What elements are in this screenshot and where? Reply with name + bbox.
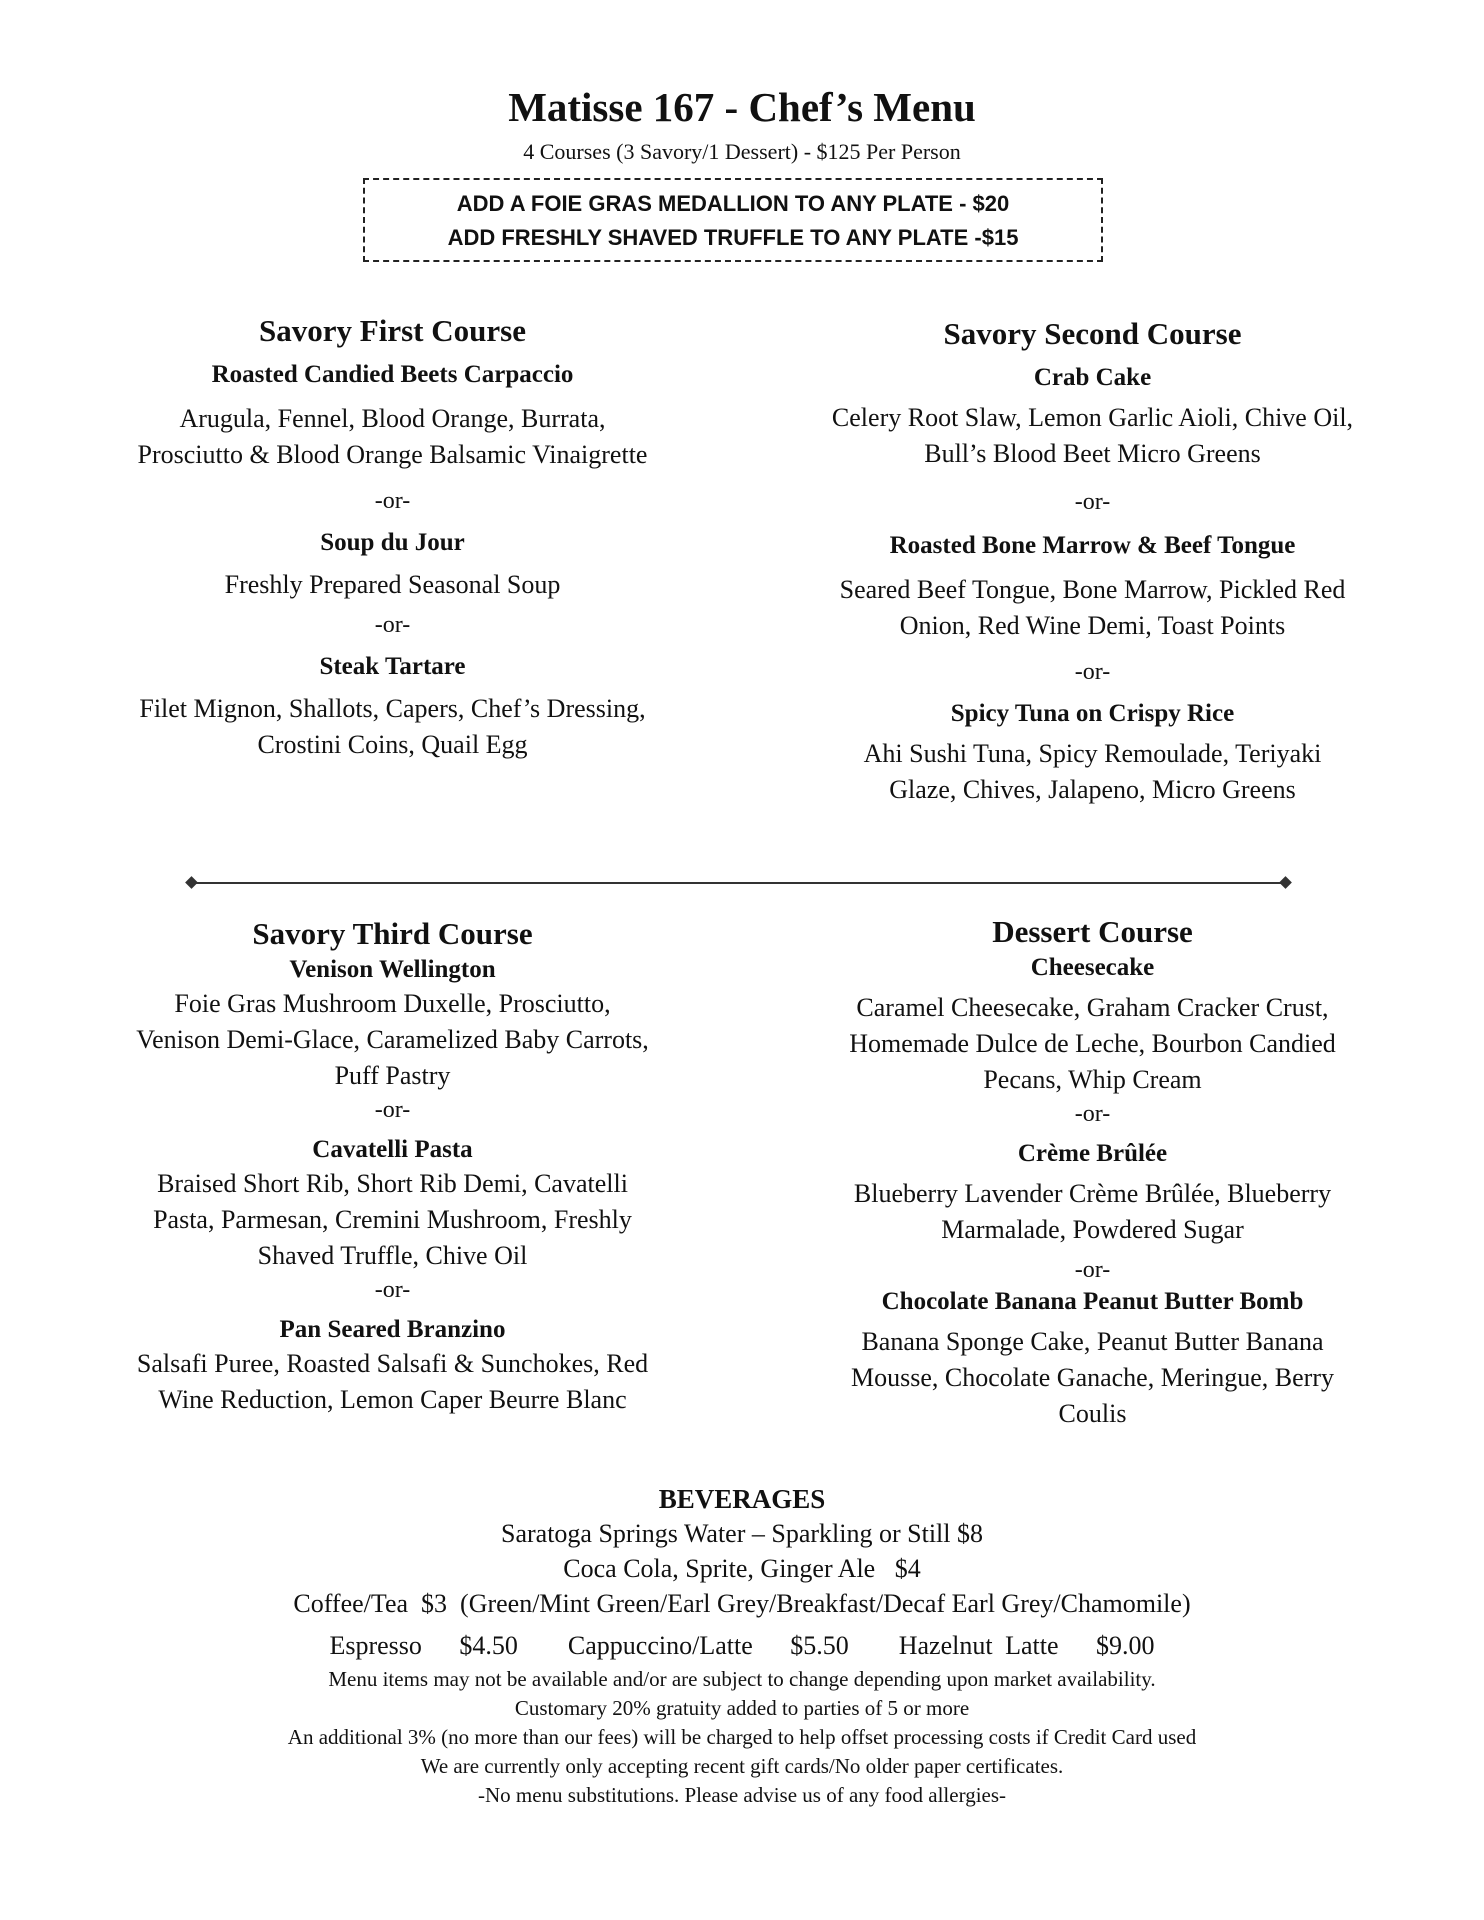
dish-description: Celery Root Slaw, Lemon Garlic Aioli, Chive Oil, [831, 403, 1354, 432]
addons-box [363, 178, 1103, 262]
course-title: Savory Second Course [943, 316, 1242, 351]
dish-description: Freshly Prepared Seasonal Soup [224, 570, 561, 599]
dish-name: Roasted Candied Beets Carpaccio [211, 361, 574, 388]
dish-description: Prosciutto & Blood Orange Balsamic Vinaigrette [137, 440, 648, 469]
dish-description: Shaved Truffle, Chive Oil [257, 1241, 528, 1270]
dish-name: Crab Cake [1033, 364, 1152, 391]
dish-name: Crème Brûlée [1017, 1140, 1168, 1167]
addon-foie-gras: ADD A FOIE GRAS MEDALLION TO ANY PLATE - $20 [456, 191, 1010, 216]
dish-description: Onion, Red Wine Demi, Toast Points [899, 611, 1286, 640]
dish-description: Puff Pastry [334, 1061, 451, 1090]
third-course-section [70, 914, 715, 1418]
divider-diamond-right [1279, 876, 1292, 889]
or-separator: -or- [1074, 1257, 1111, 1283]
dish-description: Arugula, Fennel, Blood Orange, Burrata, [179, 404, 606, 433]
dish-description: Marmalade, Powdered Sugar [941, 1215, 1244, 1244]
section-divider [186, 876, 1291, 890]
dish-description: Bull’s Blood Beet Micro Greens [924, 439, 1261, 468]
footer-note: We are currently only accepting recent gift cards/No older paper certificates. [420, 1754, 1064, 1778]
addon-truffle: ADD FRESHLY SHAVED TRUFFLE TO ANY PLATE -$15 [447, 225, 1019, 250]
beverage-line: Coca Cola, Sprite, Ginger Ale $4 [563, 1554, 921, 1583]
or-separator: -or- [1074, 489, 1111, 515]
dish-description: Mousse, Chocolate Ganache, Meringue, Berry [850, 1363, 1335, 1392]
course-title: Savory Third Course [252, 916, 533, 951]
dessert-course-section [770, 912, 1415, 1432]
dish-name: Cavatelli Pasta [312, 1136, 473, 1163]
menu-title: Matisse 167 - Chef’s Menu [508, 84, 976, 130]
beverages-title: BEVERAGES [658, 1484, 826, 1514]
dish-name: Cheesecake [1030, 954, 1155, 981]
dish-description: Caramel Cheesecake, Graham Cracker Crust, [856, 993, 1329, 1022]
espresso-line: Espresso $4.50 Cappuccino/Latte $5.50 Hazelnut Latte $9.00 [329, 1631, 1155, 1660]
dish-description: Banana Sponge Cake, Peanut Butter Banana [861, 1327, 1324, 1356]
footer-note: Menu items may not be available and/or are subject to change depending upon market availability. [328, 1667, 1156, 1691]
beverage-line: Coffee/Tea $3 (Green/Mint Green/Earl Grey/Breakfast/Decaf Earl Grey/Chamomile) [293, 1589, 1191, 1618]
dish-name: Venison Wellington [289, 956, 496, 983]
or-separator: -or- [1074, 1101, 1111, 1127]
or-separator: -or- [374, 612, 411, 638]
or-separator: -or- [374, 1097, 411, 1123]
dish-description: Wine Reduction, Lemon Caper Beurre Blanc [158, 1385, 627, 1414]
dish-name: Steak Tartare [319, 653, 466, 680]
dish-description: Glaze, Chives, Jalapeno, Micro Greens [889, 775, 1296, 804]
dish-description: Venison Demi-Glace, Caramelized Baby Carrots, [136, 1025, 649, 1054]
dish-description: Ahi Sushi Tuna, Spicy Remoulade, Teriyaki [863, 739, 1322, 768]
dish-description: Braised Short Rib, Short Rib Demi, Cavatelli [157, 1169, 628, 1198]
footer-note: -No menu substitutions. Please advise us of any food allergies- [477, 1783, 1007, 1807]
dish-description: Foie Gras Mushroom Duxelle, Prosciutto, [174, 989, 611, 1018]
dish-name: Chocolate Banana Peanut Butter Bomb [881, 1288, 1304, 1315]
first-course-section [70, 311, 715, 763]
dish-description: Crostini Coins, Quail Egg [257, 730, 528, 759]
dish-name: Pan Seared Branzino [279, 1316, 506, 1343]
dish-description: Pasta, Parmesan, Cremini Mushroom, Freshly [153, 1205, 632, 1234]
beverage-line: Saratoga Springs Water – Sparkling or Still $8 [501, 1519, 983, 1548]
dish-name: Soup du Jour [320, 529, 465, 556]
or-separator: -or- [1074, 659, 1111, 685]
dish-description: Salsafi Puree, Roasted Salsafi & Sunchokes, Red [136, 1349, 649, 1378]
divider-diamond-left [185, 876, 198, 889]
dish-description: Filet Mignon, Shallots, Capers, Chef’s Dressing, [139, 694, 646, 723]
dish-description: Seared Beef Tongue, Bone Marrow, Pickled Red [839, 575, 1346, 604]
course-title: Dessert Course [992, 914, 1193, 949]
footer-note: An additional 3% (no more than our fees) will be charged to help offset processing costs if Credit Card used [287, 1725, 1197, 1749]
or-separator: -or- [374, 488, 411, 514]
dish-description: Pecans, Whip Cream [983, 1065, 1202, 1094]
dish-description: Blueberry Lavender Crème Brûlée, Blueberry [853, 1179, 1332, 1208]
footer-note: Customary 20% gratuity added to parties of 5 or more [514, 1696, 970, 1720]
dish-name: Spicy Tuna on Crispy Rice [950, 700, 1235, 727]
course-title: Savory First Course [259, 313, 526, 348]
beverages-section [0, 1482, 1484, 1810]
or-separator: -or- [374, 1277, 411, 1303]
menu-subtitle: 4 Courses (3 Savory/1 Dessert) - $125 Per Person [523, 139, 961, 164]
dish-description: Coulis [1058, 1399, 1127, 1428]
dish-name: Roasted Bone Marrow & Beef Tongue [889, 532, 1296, 559]
second-course-section [770, 314, 1415, 808]
dish-description: Homemade Dulce de Leche, Bourbon Candied [849, 1029, 1336, 1058]
